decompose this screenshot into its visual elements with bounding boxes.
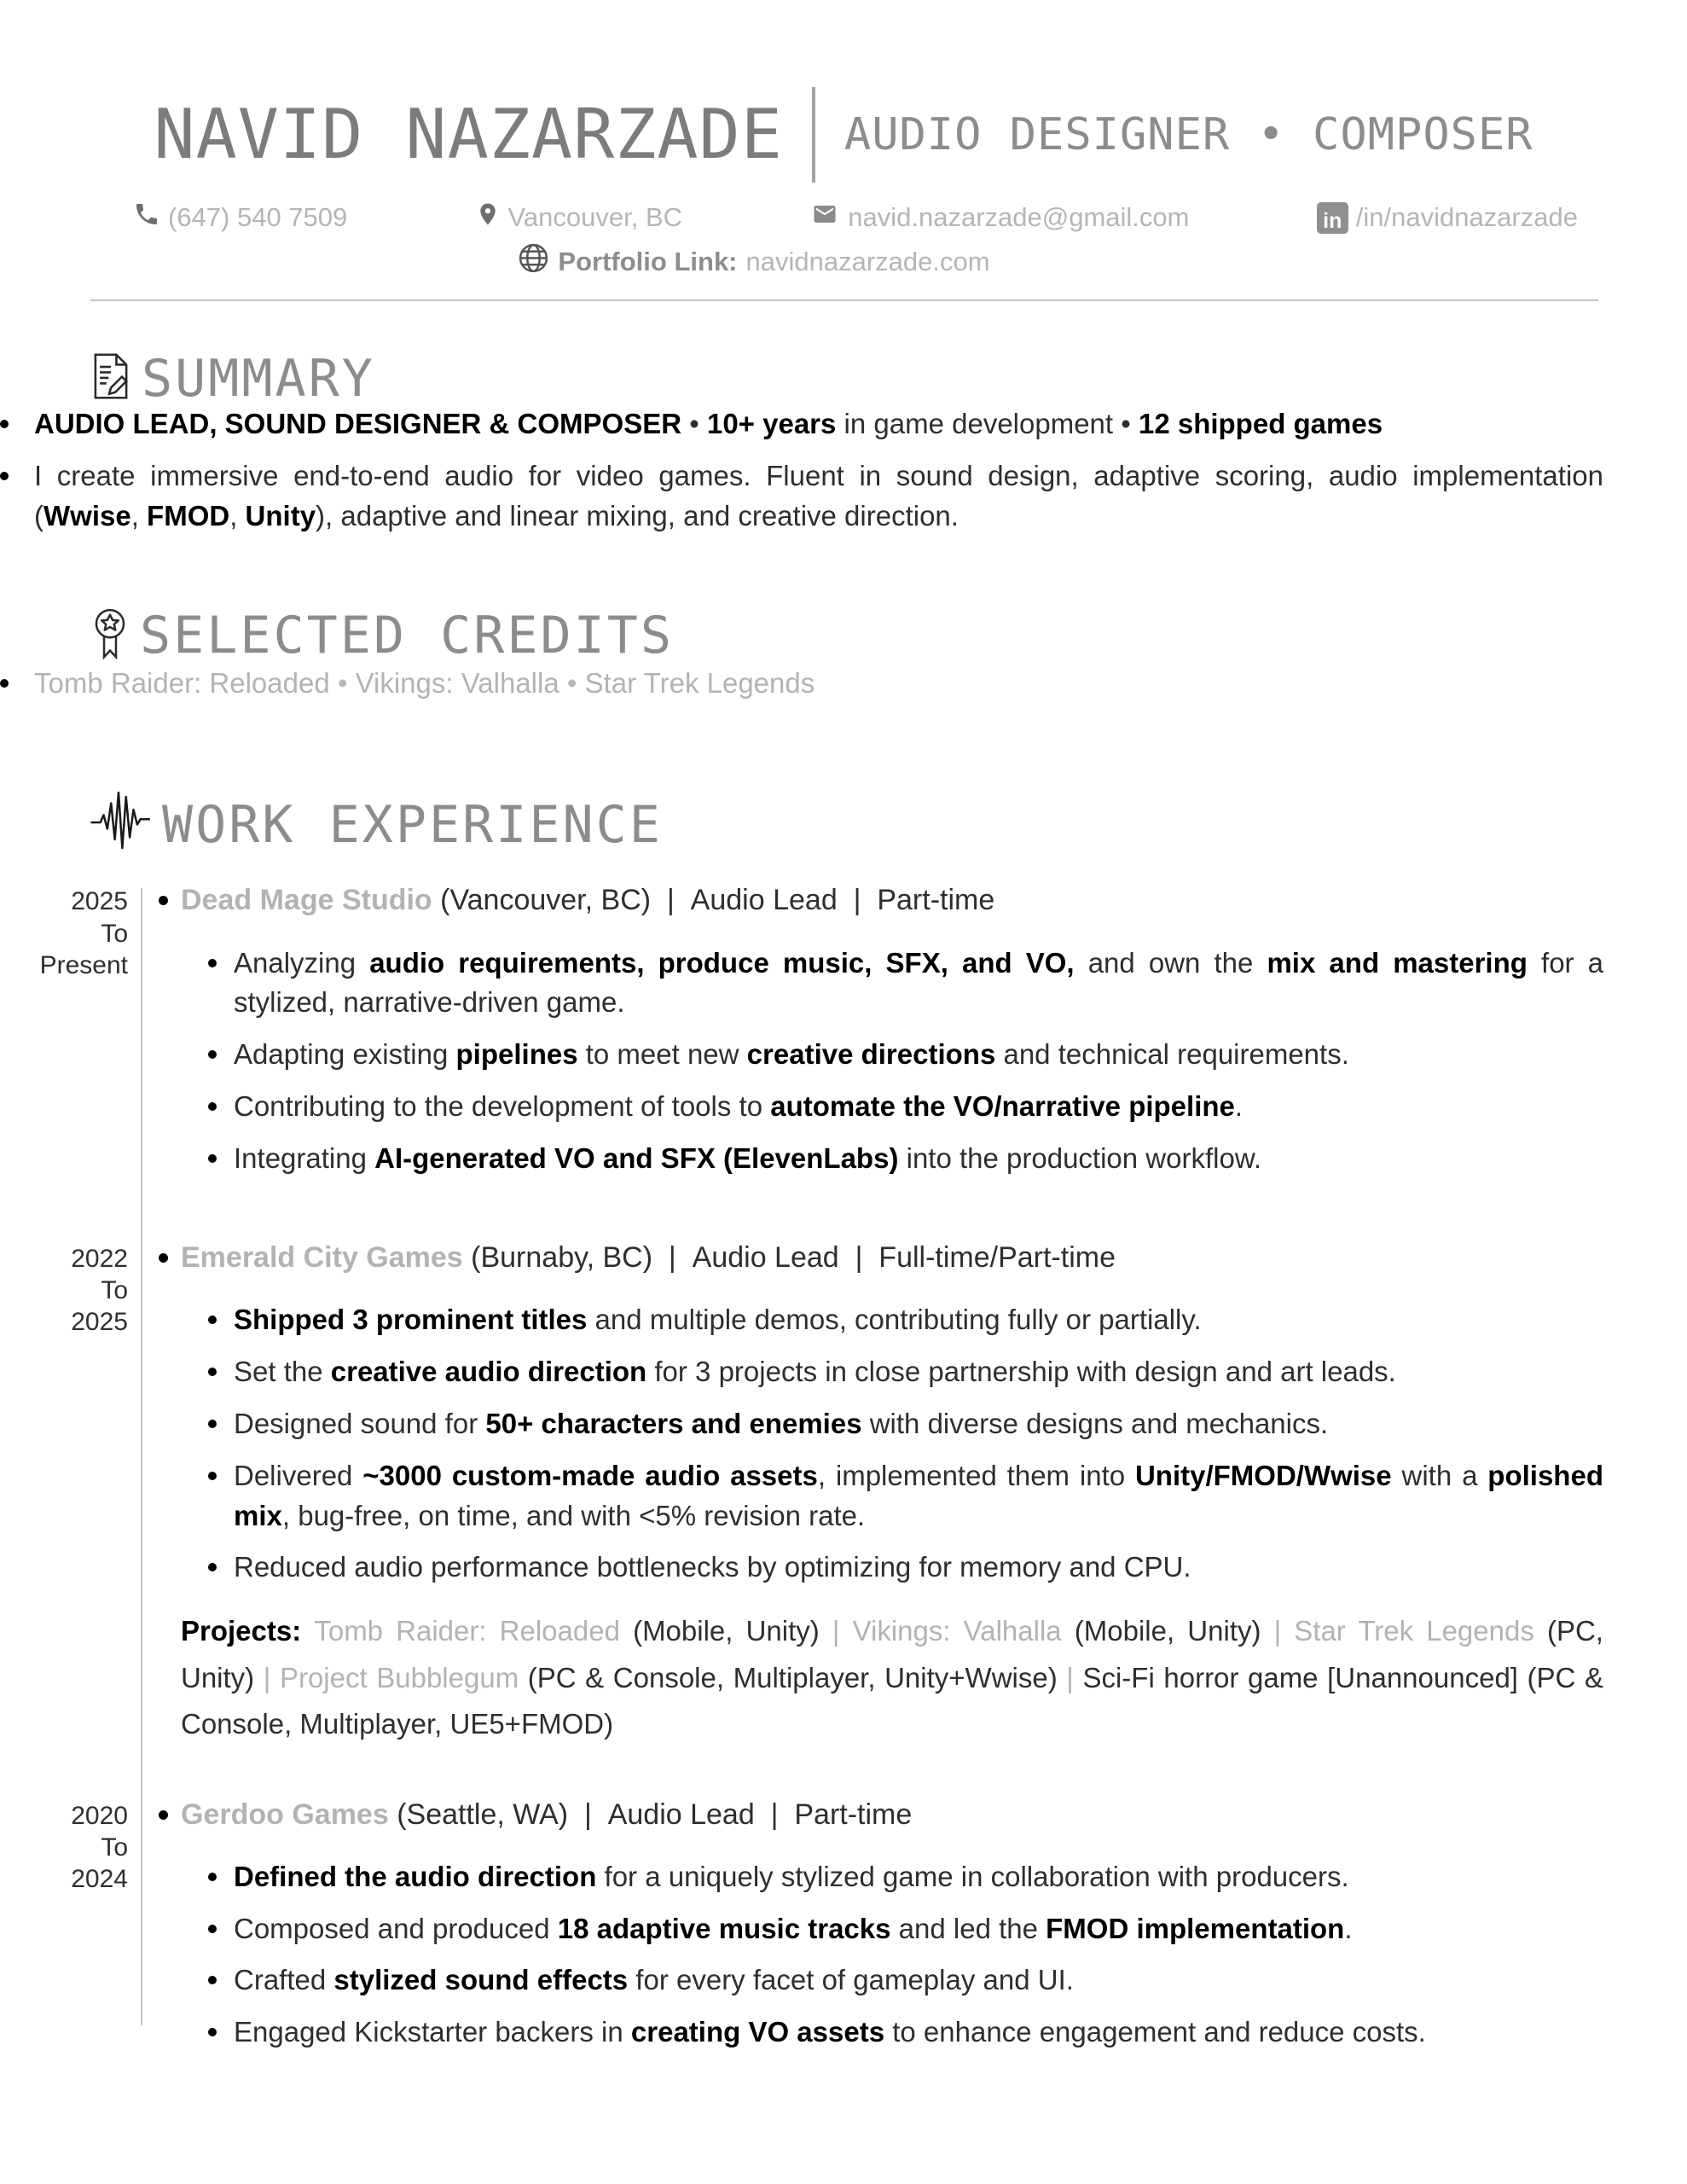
text-segment: to enhance engagement and reduce costs. [884,2016,1426,2048]
credits-bullets [0,664,1603,704]
text-segment: Adapting existing [234,1038,456,1071]
job-bullet [208,1456,1603,1536]
job-date-line: To [101,919,128,948]
job-date-line: 2025 [71,887,128,916]
phone-number: (647) 540 7509 [168,202,348,232]
job-bullet [208,1548,1603,1588]
job-bullet [208,2013,1603,2053]
text-segment: | [263,1661,280,1693]
job-bullets [160,1857,1603,2053]
text-segment: for 3 projects in close partnership with design and art leads. [646,1355,1396,1387]
job-entry [0,1239,1603,1748]
memo-icon [92,352,130,404]
job-bullet [208,1857,1603,1897]
text-segment: and technical requirements. [995,1038,1349,1071]
job-dates [0,1796,128,2065]
text-segment: FMOD implementation [1046,1912,1345,1944]
job-bullet [208,1404,1603,1444]
text-segment: with a [1391,1459,1488,1491]
section-experience [0,787,1603,2065]
text-segment: Wwise [43,499,131,531]
text-segment: 18 adaptive music tracks [557,1912,891,1944]
text-segment: and own the [1074,946,1267,979]
credits-heading [92,608,1603,664]
text-segment: I create immersive end-to-end audio for video games. Fluent in sound design, adaptive scoring, audio implementation ( [34,459,1603,531]
job-entry [0,1796,1603,2065]
text-segment: creative audio direction [330,1355,647,1387]
text-segment: Star Trek Legends [584,666,815,699]
text-segment: pipelines [455,1038,578,1071]
text-segment: Vikings: Valhalla [852,1615,1075,1647]
bullet-item [0,456,1603,537]
text-segment: (Seattle, WA) | Audio Lead | Part-time [388,1798,913,1831]
portfolio-url[interactable]: navidnazarzade.com [745,246,990,276]
job-main [128,1239,1603,1748]
resume-body [0,348,1687,2065]
job-projects [160,1608,1603,1747]
text-segment: Projects: [181,1615,315,1647]
job-date-line: 2024 [71,1864,128,1893]
summary-bullets [0,404,1603,537]
text-segment: Delivered [234,1459,363,1491]
job-main [128,1796,1603,2065]
email-text[interactable]: navid.nazarzade@gmail.com [848,202,1190,232]
section-summary [0,348,1603,537]
text-segment: | [832,1615,853,1647]
bullet-item [0,664,1603,704]
job-bullet [208,1087,1603,1127]
text-segment: AUDIO LEAD, SOUND DESIGNER & COMPOSER [34,408,682,439]
jobs-list [0,881,1603,2065]
job-bullet [208,944,1603,1024]
job-bullets [160,1300,1603,1588]
text-segment: ~3000 custom-made audio assets [362,1459,818,1491]
job-date-line: 2022 [71,1244,128,1273]
phone-icon [133,200,160,235]
role-title: AUDIO DESIGNER • COMPOSER [844,109,1533,160]
text-segment: (Mobile, Unity) [633,1615,832,1647]
job-header-text [160,881,1603,919]
text-segment: Sci-Fi horror game [Unannounced] (PC & Console, Multiplayer, UE5+FMOD) [181,1661,1603,1740]
text-segment: Engaged Kickstarter backers in [234,2016,631,2048]
text-segment: . [1344,1912,1353,1944]
header-rule [90,299,1598,301]
linkedin-item[interactable] [1317,202,1578,234]
job-bullet [208,1139,1603,1179]
job-bullet [208,1035,1603,1075]
candidate-name: NAVID NAZARZADE [154,95,783,174]
text-segment: AI-generated VO and SFX (ElevenLabs) [374,1142,899,1175]
bullet-item [0,404,1603,444]
text-segment: Vikings: Valhalla [355,666,559,699]
text-segment: Integrating [234,1142,375,1175]
text-segment: • [559,666,585,699]
job-dates [0,1239,128,1748]
job-entry [0,881,1603,1190]
location-item [475,200,682,235]
text-segment: 12 shipped games [1138,408,1383,439]
text-segment: Dead Mage Studio [181,884,432,917]
text-segment: , [130,499,148,531]
experience-title: WORK EXPERIENCE [162,794,663,855]
text-segment: into the production workflow. [898,1142,1262,1175]
text-segment: (Burnaby, BC) | Audio Lead | Full-time/Part-time [462,1240,1116,1274]
text-segment: , implemented them into [817,1459,1135,1491]
award-ribbon-icon [92,608,128,664]
text-segment: Composed and produced [234,1912,558,1944]
job-bullets [160,944,1603,1179]
text-segment: . [1234,1090,1244,1123]
portfolio-label: Portfolio Link: [558,246,738,276]
waveform-icon [89,787,157,863]
job-date-line: To [101,1833,128,1862]
job-bullet [208,1909,1603,1949]
job-header-text [160,1796,1603,1833]
job-main [128,881,1603,1190]
job-bullet [208,1300,1603,1340]
text-segment: Reduced audio performance bottlenecks by optimizing for memory and CPU. [234,1551,1191,1583]
location-text: Vancouver, BC [507,202,683,232]
text-segment: Analyzing [234,946,370,979]
phone-item [133,200,347,235]
text-segment: and led the [890,1912,1046,1944]
job-bullet [208,1352,1603,1392]
text-segment: for every facet of gameplay and UI. [628,1964,1074,1996]
contact-row [0,200,1687,235]
text-segment: Defined the audio direction [234,1860,597,1892]
globe-icon [518,242,549,281]
text-segment: | [1273,1615,1295,1647]
job-bullet [208,1960,1603,2001]
text-segment: 50+ characters and enemies [485,1407,862,1439]
text-segment: for a stylized, narrative-driven game. [234,946,1603,1019]
section-credits [0,608,1603,704]
text-segment: Designed sound for [234,1407,486,1439]
text-segment: mix and mastering [1267,946,1528,979]
text-segment: Star Trek Legends [1294,1615,1547,1647]
text-segment: FMOD [147,499,230,531]
linkedin-icon: in [1317,202,1348,234]
text-segment: (PC, Unity) [181,1615,1603,1693]
header-divider [812,87,815,183]
text-segment: creating VO assets [630,2016,885,2048]
text-segment: Unity/FMOD/Wwise [1134,1459,1392,1491]
text-segment: Tomb Raider: Reloaded [314,1615,634,1647]
text-segment: 10+ years [706,408,837,439]
text-segment: and multiple demos, contributing fully or partially. [587,1304,1202,1336]
envelope-icon [809,201,840,234]
text-segment: creative directions [746,1038,996,1071]
job-date-line: 2025 [71,1308,128,1337]
text-segment: automate the VO/narrative pipeline [770,1090,1235,1123]
text-segment: for a uniquely stylized game in collaboration with producers. [596,1860,1349,1892]
text-segment: , bug-free, on time, and with <5% revision rate. [281,1499,866,1531]
text-segment: with diverse designs and mechanics. [861,1407,1329,1439]
job-date-line: 2020 [71,1801,128,1830]
text-segment: (Vancouver, BC) | Audio Lead | Part-time [432,884,995,917]
text-segment: Crafted [234,1964,334,1996]
text-segment: stylized sound effects [333,1964,629,1996]
text-segment: (PC & Console, Multiplayer, Unity+Wwise) [527,1661,1067,1693]
text-segment: polished mix [234,1459,1603,1531]
credits-title: SELECTED CREDITS [140,606,674,666]
job-date-line: Present [39,950,128,979]
header [0,0,1687,301]
text-segment: (Mobile, Unity) [1074,1615,1274,1647]
text-segment: • [681,408,707,439]
email-item[interactable] [809,201,1189,234]
job-dates [0,881,128,1190]
text-segment: | [1066,1661,1083,1693]
text-segment: Tomb Raider: Reloaded [34,666,330,699]
text-segment: Gerdoo Games [181,1798,389,1831]
job-date-line: To [101,1276,128,1305]
location-pin-icon [475,200,501,235]
text-segment: Set the [234,1355,331,1387]
text-segment: Unity [245,499,316,531]
job-header-text [160,1239,1603,1276]
text-segment: Project Bubblegum [279,1661,528,1693]
text-segment: ), adaptive and linear mixing, and creative direction. [316,499,959,531]
name-row [0,87,1687,183]
text-segment: to meet new [577,1038,747,1071]
text-segment: Shipped 3 prominent titles [234,1304,588,1336]
summary-heading [92,348,1603,409]
text-segment: Contributing to the development of tools to [234,1090,771,1123]
text-segment: audio requirements, produce music, SFX, and VO, [369,946,1075,979]
text-segment: in game development • [836,408,1139,439]
text-segment: , [229,499,246,531]
text-segment: Emerald City Games [181,1240,463,1274]
linkedin-text[interactable]: /in/navidnazarzade [1355,202,1578,232]
summary-title: SUMMARY [142,348,375,409]
experience-heading [89,787,1603,863]
text-segment: • [329,666,356,699]
portfolio-row [0,242,1597,281]
